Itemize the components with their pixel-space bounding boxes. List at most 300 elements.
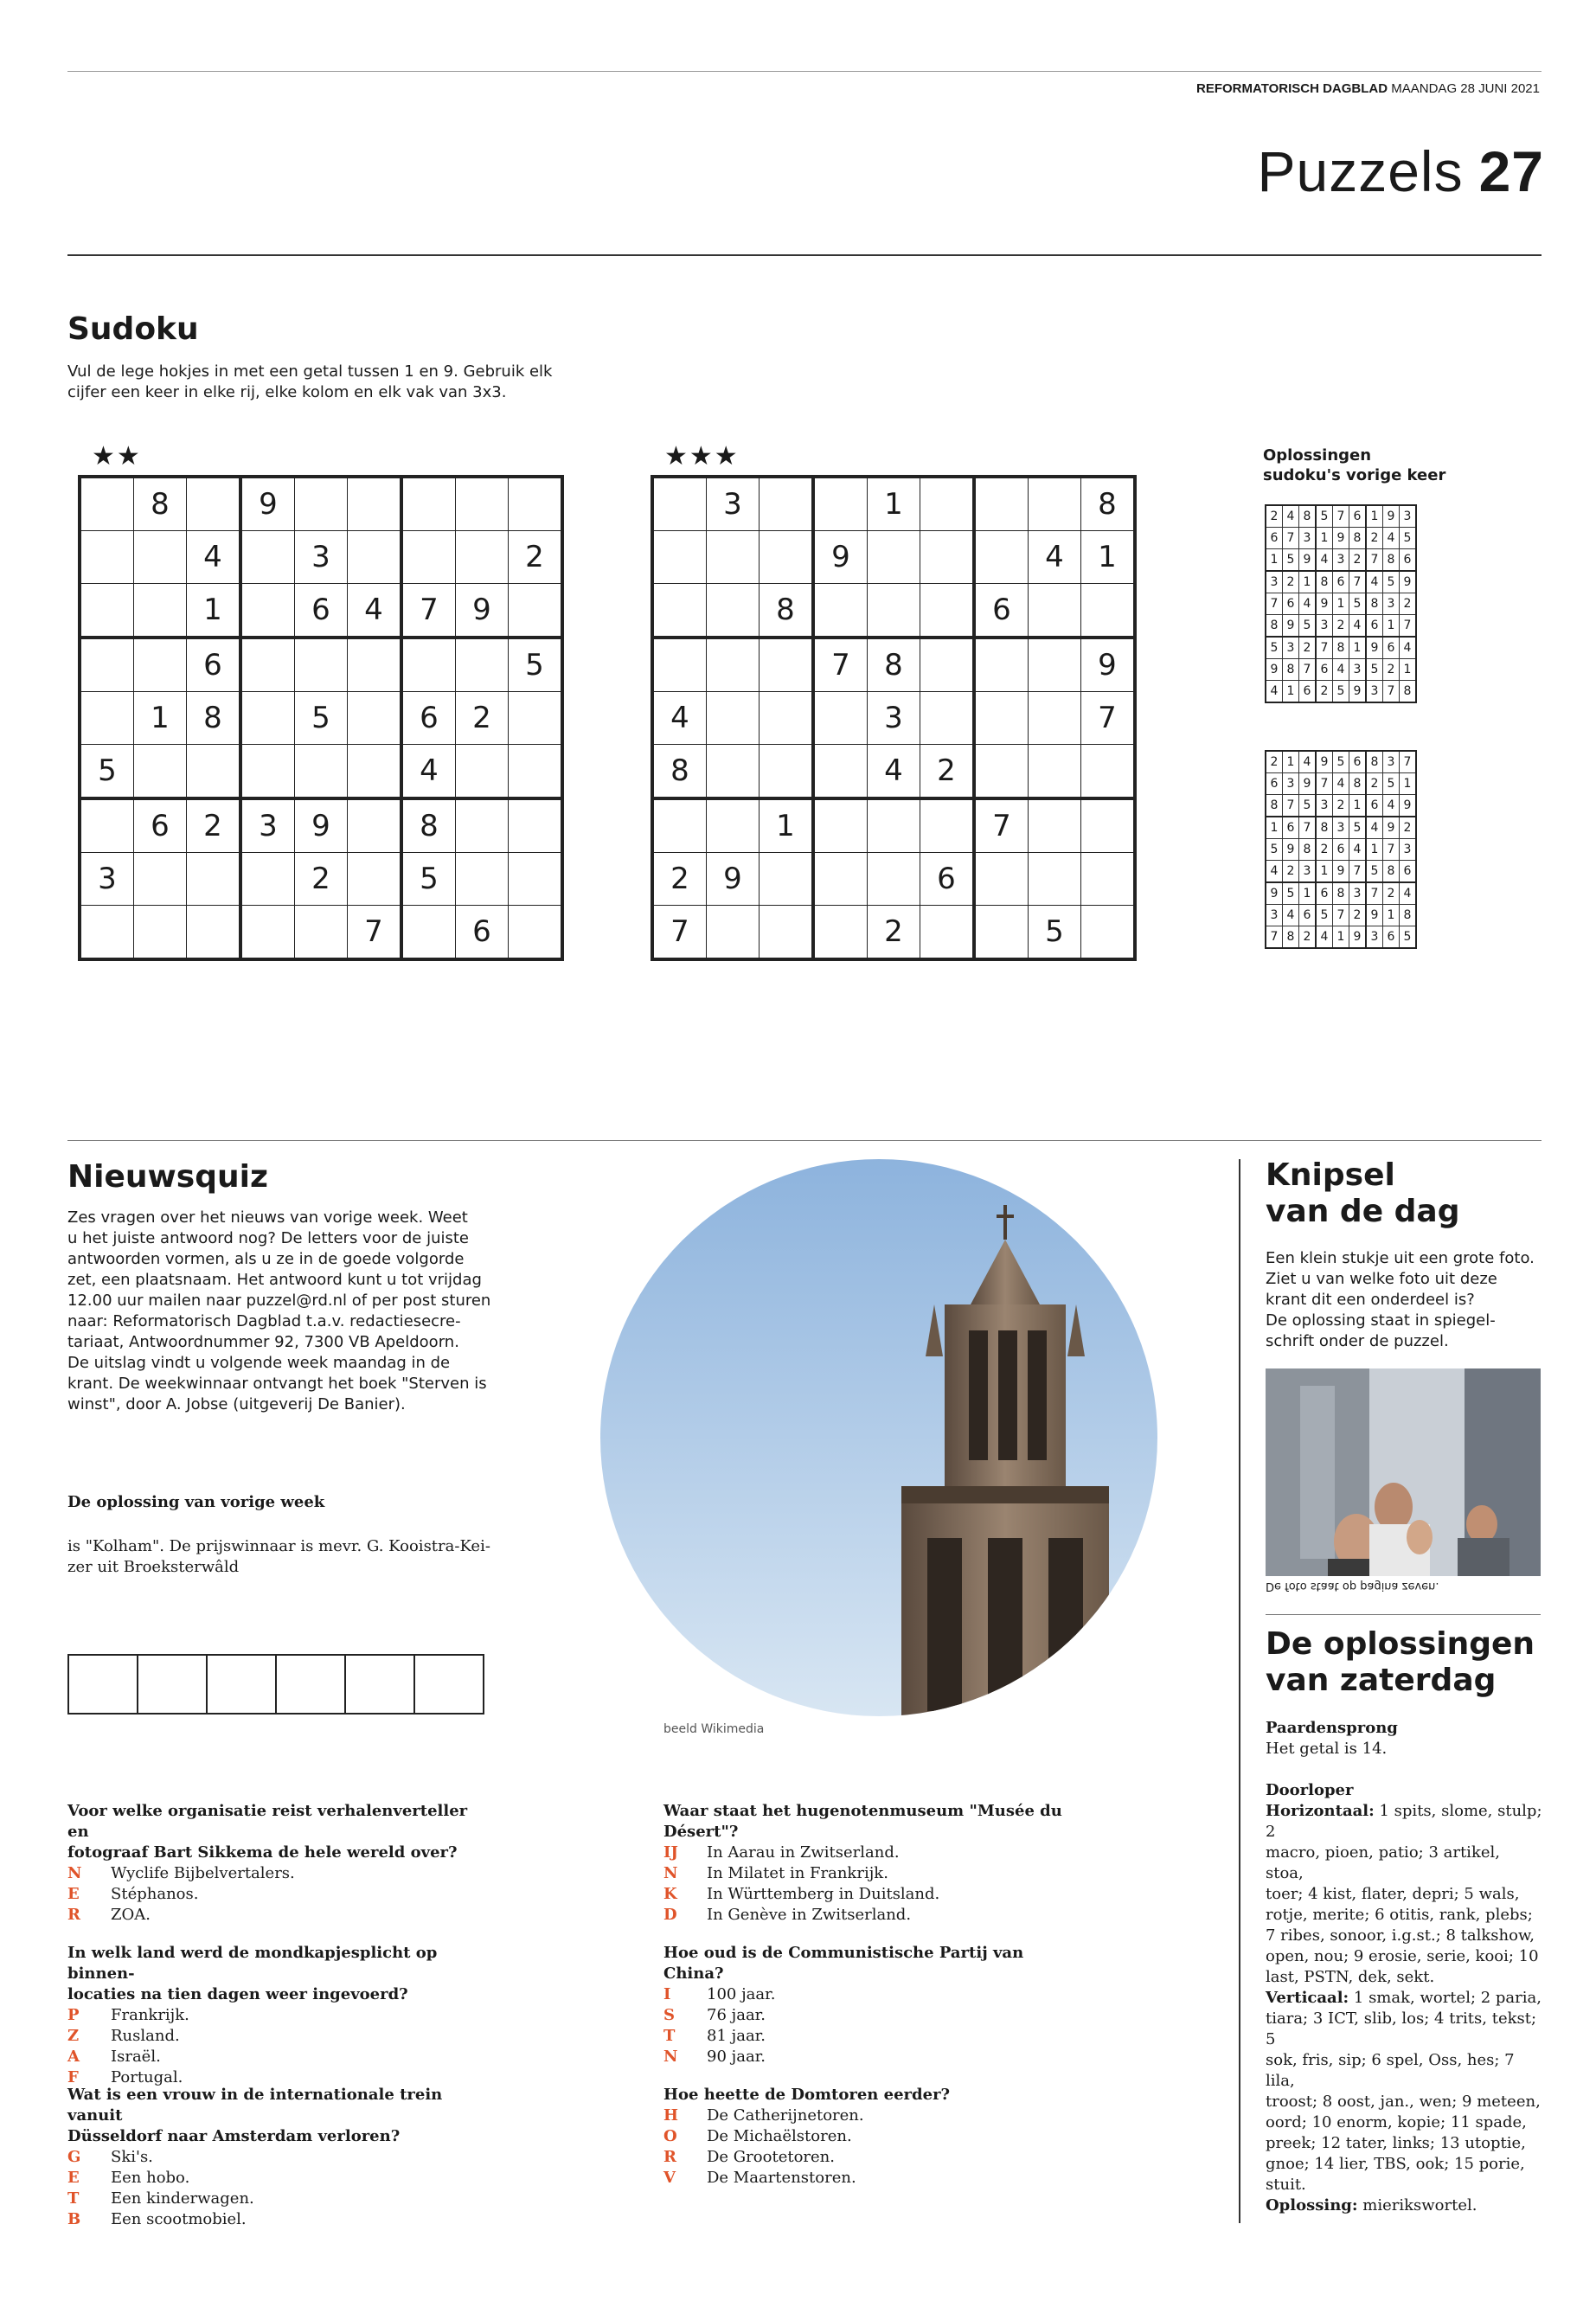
solution-cell: 3	[1349, 659, 1367, 681]
sudoku-cell: 5	[1029, 906, 1081, 960]
solution-cell: 1	[1266, 817, 1283, 839]
sudoku-cell[interactable]	[401, 906, 456, 960]
solution-cell: 6	[1299, 681, 1317, 703]
sudoku-cell[interactable]	[401, 477, 456, 531]
sudoku-cell[interactable]	[456, 745, 509, 799]
sudoku-cell[interactable]	[1029, 798, 1081, 853]
sudoku-cell[interactable]	[134, 531, 187, 584]
answer-box[interactable]	[415, 1656, 483, 1713]
solution-cell: 4	[1299, 593, 1317, 615]
answer-box[interactable]	[346, 1656, 415, 1713]
prev-solution-text	[67, 1536, 552, 1578]
sudoku-cell[interactable]	[1029, 477, 1081, 531]
sudoku-cell[interactable]	[348, 692, 402, 745]
sudoku-cell[interactable]	[401, 531, 456, 584]
sudoku-cell[interactable]	[1029, 745, 1081, 799]
sudoku-cell[interactable]	[760, 853, 814, 906]
sudoku-cell: 7	[813, 638, 868, 692]
solution-cell: 6	[1333, 571, 1349, 593]
sudoku-cell[interactable]	[134, 745, 187, 799]
solution-cell: 5	[1299, 615, 1317, 638]
option-text: 100 jaar.	[707, 1985, 776, 2003]
solution-cell: 5	[1283, 549, 1299, 572]
sudoku-cell[interactable]	[295, 906, 348, 960]
sudoku-cell[interactable]	[134, 584, 187, 638]
sudoku-cell[interactable]	[509, 584, 563, 638]
solution-cell: 3	[1400, 505, 1417, 528]
sudoku-cell[interactable]	[456, 477, 509, 531]
doorloper-text: sok, fris, sip; 6 spel, Oss, hes; 7 lila,	[1266, 2051, 1515, 2090]
option-text: De Maartenstoren.	[707, 2169, 856, 2187]
sudoku-cell[interactable]	[348, 638, 402, 692]
sudoku-cell[interactable]	[80, 477, 134, 531]
solution-cell: 7	[1299, 659, 1317, 681]
sudoku-cell[interactable]	[187, 477, 241, 531]
doorloper-line	[1266, 1946, 1542, 1967]
answer-option[interactable]	[67, 2189, 483, 2209]
sudoku-cell[interactable]	[760, 638, 814, 692]
sudoku-cell[interactable]	[134, 906, 187, 960]
answer-boxes[interactable]	[67, 1654, 484, 1715]
solution-cell: 9	[1400, 571, 1417, 593]
solution-cell: 3	[1383, 593, 1400, 615]
answer-option[interactable]	[663, 2168, 1079, 2189]
doorloper-line	[1266, 2112, 1542, 2133]
sudoku-cell[interactable]	[868, 584, 920, 638]
sudoku-cell[interactable]	[813, 906, 868, 960]
answer-option[interactable]	[663, 1884, 1079, 1905]
sudoku-cell: 5	[295, 692, 348, 745]
sudoku-cell[interactable]	[240, 638, 295, 692]
sudoku-cell[interactable]	[652, 798, 707, 853]
quiz-intro	[67, 1208, 552, 1415]
solution-cell: 7	[1383, 839, 1400, 861]
solution-cell: 7	[1316, 773, 1333, 795]
solution-cell: 4	[1333, 773, 1349, 795]
sudoku-cell[interactable]	[652, 477, 707, 531]
sudoku-cell[interactable]	[80, 798, 134, 853]
solution-cell: 7	[1366, 882, 1383, 905]
sudoku-cell[interactable]	[813, 692, 868, 745]
answer-option[interactable]	[663, 1905, 1079, 1926]
solution-cell: 4	[1299, 751, 1317, 773]
doorloper-label: Verticaal:	[1266, 1989, 1349, 2007]
sudoku-cell[interactable]	[974, 745, 1029, 799]
solution-cell: 8	[1299, 839, 1317, 861]
sudoku-cell[interactable]	[707, 638, 760, 692]
difficulty-stars-2: ★★★	[664, 441, 740, 471]
answer-option[interactable]	[663, 2147, 1079, 2168]
sudoku-cell[interactable]	[348, 798, 402, 853]
sudoku-cell[interactable]	[187, 745, 241, 799]
sudoku-cell: 9	[240, 477, 295, 531]
sudoku-cell[interactable]	[974, 638, 1029, 692]
solution-cell: 5	[1333, 681, 1349, 703]
sudoku-cell[interactable]	[920, 584, 975, 638]
solution-cell: 1	[1366, 839, 1383, 861]
solution-cell: 3	[1316, 615, 1333, 638]
doorloper-label: Horizontaal:	[1266, 1802, 1375, 1820]
question-text: Désert"?	[663, 1823, 739, 1841]
sudoku-cell[interactable]	[974, 477, 1029, 531]
sudoku-cell: 4	[348, 584, 402, 638]
option-letter: R	[663, 2148, 676, 2166]
doorloper-text: 7 ribes, sonoor, i.g.st.; 8 talkshow,	[1266, 1926, 1535, 1945]
sudoku-cell: 4	[187, 531, 241, 584]
sudoku-cell[interactable]	[652, 531, 707, 584]
solution-cell: 8	[1400, 905, 1417, 926]
solution-cell: 5	[1383, 773, 1400, 795]
sudoku-cell[interactable]	[920, 906, 975, 960]
solution-cell: 6	[1283, 593, 1299, 615]
sudoku-cell[interactable]	[652, 584, 707, 638]
sudoku-cell: 8	[868, 638, 920, 692]
solution-cell: 6	[1383, 926, 1400, 949]
verticaal-text	[1266, 1988, 1542, 2195]
answer-option[interactable]	[67, 2005, 483, 2026]
solution-cell: 8	[1400, 681, 1417, 703]
question-text: Voor welke organisatie reist verhalenverteller en	[67, 1802, 468, 1841]
solution-cell: 3	[1400, 839, 1417, 861]
solution-cell: 2	[1349, 549, 1367, 572]
solution-cell: 7	[1333, 505, 1349, 528]
sudoku-cell[interactable]	[974, 531, 1029, 584]
sudoku-cell[interactable]	[348, 531, 402, 584]
solution-cell: 9	[1383, 505, 1400, 528]
option-text: Frankrijk.	[111, 2006, 189, 2024]
horizontaal-text	[1266, 1801, 1542, 1988]
answer-option[interactable]	[663, 1984, 1079, 2005]
sudoku-cell: 7	[974, 798, 1029, 853]
solution-cell: 4	[1333, 659, 1349, 681]
solution-cell: 1	[1283, 681, 1299, 703]
sudoku-cell[interactable]	[974, 692, 1029, 745]
quiz-question	[663, 2085, 1079, 2189]
sudoku-cell: 1	[134, 692, 187, 745]
sudoku-cell[interactable]	[295, 745, 348, 799]
sudoku-cell[interactable]	[509, 745, 563, 799]
quiz-intro-line: naar: Reformatorisch Dagblad t.a.v. redactiesecre-	[67, 1312, 461, 1330]
solution-cell: 1	[1283, 751, 1299, 773]
solution-cell: 7	[1349, 571, 1367, 593]
sudoku-cell: 1	[187, 584, 241, 638]
option-letter: P	[67, 2006, 80, 2024]
column-divider	[1239, 1159, 1240, 2223]
answer-option[interactable]	[67, 2047, 483, 2067]
section-header	[1257, 138, 1544, 204]
sudoku-cell[interactable]	[760, 906, 814, 960]
answer-option[interactable]	[663, 2047, 1079, 2067]
quiz-intro-line: krant. De weekwinnaar ontvangt het boek "Sterven is	[67, 1375, 487, 1393]
sudoku-cell[interactable]	[1081, 906, 1136, 960]
sudoku-cell[interactable]	[348, 477, 402, 531]
quiz-intro-line: u het juiste antwoord nog? De letters voor de juiste	[67, 1229, 469, 1247]
sudoku-cell[interactable]	[80, 692, 134, 745]
solution-cell: 6	[1283, 817, 1299, 839]
right-rule	[1266, 1614, 1541, 1615]
doorloper-line	[1266, 1884, 1542, 1905]
solution-cell: 6	[1383, 637, 1400, 659]
sudoku-cell[interactable]	[813, 477, 868, 531]
knipsel-photo	[1266, 1368, 1541, 1576]
option-text: In Aarau in Zwitserland.	[707, 1843, 900, 1862]
sudoku-cell: 2	[187, 798, 241, 853]
answer-option[interactable]	[663, 1863, 1079, 1884]
answer-option[interactable]	[67, 2168, 483, 2189]
answer-option[interactable]	[663, 2005, 1079, 2026]
sudoku-cell[interactable]	[813, 853, 868, 906]
answer-option[interactable]	[663, 2026, 1079, 2047]
option-letter: O	[663, 2127, 677, 2145]
sudoku-cell: 8	[401, 798, 456, 853]
answer-option[interactable]	[663, 2106, 1079, 2126]
quiz-intro-line: antwoorden vormen, als u ze in de goede volgorde	[67, 1250, 465, 1268]
sudoku-cell[interactable]	[1081, 798, 1136, 853]
sudoku-cell[interactable]	[868, 853, 920, 906]
option-text: In Württemberg in Duitsland.	[707, 1885, 940, 1903]
sudoku-cell[interactable]	[456, 853, 509, 906]
solution-cell: 8	[1333, 882, 1349, 905]
solution-cell: 5	[1266, 839, 1283, 861]
solution-cell: 5	[1299, 795, 1317, 817]
sudoku-cell[interactable]	[652, 638, 707, 692]
sudoku-grid-1[interactable]	[78, 475, 564, 961]
sudoku-cell[interactable]	[509, 798, 563, 853]
solution-cell: 9	[1333, 528, 1349, 549]
sudoku-cell[interactable]	[1081, 853, 1136, 906]
sudoku-cell[interactable]	[920, 638, 975, 692]
answer-option[interactable]	[663, 1843, 1079, 1863]
sudoku-cell[interactable]	[80, 906, 134, 960]
solutions-title-line: Oplossingen	[1263, 446, 1372, 465]
sudoku-cell: 4	[1029, 531, 1081, 584]
option-text: Israël.	[111, 2048, 161, 2066]
solution-cell: 7	[1316, 637, 1333, 659]
sudoku-cell[interactable]	[1081, 584, 1136, 638]
solution-grid-2	[1265, 750, 1417, 949]
saturday-title-line: van zaterdag	[1266, 1663, 1497, 1698]
image-credit: beeld Wikimedia	[663, 1722, 765, 1736]
sudoku-cell[interactable]	[295, 477, 348, 531]
option-text: De Michaëlstoren.	[707, 2127, 852, 2145]
sudoku-cell: 1	[868, 477, 920, 531]
sudoku-cell: 9	[707, 853, 760, 906]
sudoku-cell: 7	[652, 906, 707, 960]
sudoku-cell[interactable]	[760, 531, 814, 584]
sudoku-cell[interactable]	[509, 692, 563, 745]
answer-box[interactable]	[69, 1656, 138, 1713]
sudoku-cell[interactable]	[240, 692, 295, 745]
sudoku-cell[interactable]	[760, 745, 814, 799]
solution-cell: 1	[1299, 882, 1317, 905]
answer-option[interactable]	[67, 2026, 483, 2047]
sudoku-cell[interactable]	[295, 638, 348, 692]
sudoku-cell[interactable]	[920, 531, 975, 584]
sudoku-cell[interactable]	[813, 745, 868, 799]
sudoku-cell[interactable]	[509, 477, 563, 531]
sudoku-cell[interactable]	[134, 853, 187, 906]
answer-option[interactable]	[663, 2126, 1079, 2147]
quiz-intro-line: zet, een plaatsnaam. Het antwoord kunt u tot vrijdag	[67, 1271, 482, 1289]
solution-cell: 8	[1283, 659, 1299, 681]
sudoku-cell[interactable]	[760, 692, 814, 745]
sudoku-cell: 2	[456, 692, 509, 745]
solution-cell: 2	[1299, 637, 1317, 659]
question-text: locaties na tien dagen weer ingevoerd?	[67, 1985, 408, 2003]
solution-cell: 3	[1266, 905, 1283, 926]
answer-option[interactable]	[67, 2147, 483, 2168]
oplossing-value: mierikswortel.	[1357, 2196, 1477, 2214]
sudoku-cell[interactable]	[509, 853, 563, 906]
solution-cell: 4	[1366, 817, 1383, 839]
sudoku-cell[interactable]	[1029, 584, 1081, 638]
answer-option[interactable]	[67, 1884, 483, 1905]
top-rule	[67, 71, 1542, 72]
saturday-title	[1266, 1626, 1535, 1699]
sudoku-cell[interactable]	[187, 853, 241, 906]
sudoku-cell[interactable]	[187, 906, 241, 960]
solution-cell: 2	[1349, 905, 1367, 926]
solution-cell: 9	[1266, 882, 1283, 905]
option-text: Een hobo.	[111, 2169, 190, 2187]
sudoku-cell[interactable]	[240, 584, 295, 638]
sudoku-cell[interactable]	[1029, 692, 1081, 745]
solution-cell: 2	[1383, 882, 1400, 905]
solution-cell: 5	[1316, 905, 1333, 926]
answer-box[interactable]	[138, 1656, 208, 1713]
sudoku-cell[interactable]	[240, 531, 295, 584]
option-letter: IJ	[663, 1843, 678, 1862]
sudoku-grid-2[interactable]	[651, 475, 1137, 961]
solution-cell: 5	[1349, 593, 1367, 615]
solution-cell: 6	[1266, 528, 1283, 549]
doorloper-text: toer; 4 kist, flater, depri; 5 wals,	[1266, 1885, 1520, 1903]
option-text: 81 jaar.	[707, 2027, 766, 2045]
sudoku-cell[interactable]	[707, 906, 760, 960]
answer-option[interactable]	[67, 2209, 483, 2230]
sudoku-cell[interactable]	[707, 692, 760, 745]
sudoku-cell: 5	[80, 745, 134, 799]
solution-cell: 4	[1266, 681, 1283, 703]
sudoku-cell[interactable]	[707, 798, 760, 853]
solution-cell: 1	[1333, 593, 1349, 615]
solution-cell: 9	[1349, 681, 1367, 703]
sudoku-cell: 4	[868, 745, 920, 799]
solution-cell: 6	[1266, 773, 1283, 795]
knipsel-text-line: Een klein stukje uit een grote foto.	[1266, 1249, 1535, 1267]
solution-cell: 6	[1400, 861, 1417, 883]
sudoku-cell[interactable]	[509, 906, 563, 960]
sudoku-cell[interactable]	[920, 692, 975, 745]
sudoku-cell: 8	[1081, 477, 1136, 531]
header-rule	[67, 254, 1542, 256]
sudoku-cell[interactable]	[456, 638, 509, 692]
solution-cell: 6	[1366, 615, 1383, 638]
sudoku-cell[interactable]	[80, 638, 134, 692]
issue-date: MAANDAG 28 JUNI 2021	[1391, 81, 1540, 96]
sudoku-cell[interactable]	[974, 853, 1029, 906]
solution-cell: 9	[1299, 549, 1317, 572]
knipsel-text-line: De oplossing staat in spiegel-	[1266, 1311, 1496, 1330]
solution-cell: 2	[1283, 571, 1299, 593]
sudoku-cell[interactable]	[707, 745, 760, 799]
option-letter: E	[67, 2169, 80, 2187]
sudoku-cell[interactable]	[456, 798, 509, 853]
doorloper-line	[1266, 2154, 1542, 2175]
doorloper-text: oord; 10 enorm, kopie; 11 spade,	[1266, 2113, 1527, 2131]
answer-option[interactable]	[67, 1863, 483, 1884]
sudoku-cell[interactable]	[401, 638, 456, 692]
option-letter: K	[663, 1885, 677, 1903]
knipsel-title	[1266, 1157, 1459, 1230]
solution-cell: 9	[1349, 926, 1367, 949]
sudoku-cell[interactable]	[348, 853, 402, 906]
option-letter: V	[663, 2169, 676, 2187]
answer-option[interactable]	[67, 1905, 483, 1926]
sudoku-cell[interactable]	[974, 906, 1029, 960]
sudoku-cell: 3	[868, 692, 920, 745]
option-letter: E	[67, 1885, 80, 1903]
sudoku-cell[interactable]	[1029, 853, 1081, 906]
solution-cell: 8	[1383, 549, 1400, 572]
solution-cell: 2	[1366, 773, 1383, 795]
sudoku-cell[interactable]	[456, 531, 509, 584]
sudoku-cell[interactable]	[920, 798, 975, 853]
solution-cell: 6	[1316, 882, 1333, 905]
sudoku-cell[interactable]	[80, 584, 134, 638]
sudoku-cell[interactable]	[868, 798, 920, 853]
doorloper-text: macro, pioen, patio; 3 artikel, stoa,	[1266, 1843, 1500, 1882]
quiz-question	[67, 2085, 483, 2230]
solution-cell: 3	[1283, 637, 1299, 659]
sudoku-cell[interactable]	[813, 584, 868, 638]
solution-cell: 1	[1349, 637, 1367, 659]
sudoku-cell[interactable]	[707, 584, 760, 638]
answer-box[interactable]	[208, 1656, 277, 1713]
sudoku-intro	[67, 362, 586, 403]
sudoku-cell[interactable]	[760, 477, 814, 531]
solution-cell: 5	[1366, 861, 1383, 883]
solution-cell: 5	[1349, 817, 1367, 839]
solution-cell: 6	[1333, 839, 1349, 861]
sudoku-cell[interactable]	[920, 477, 975, 531]
solution-cell: 3	[1366, 926, 1383, 949]
sudoku-cell[interactable]	[80, 531, 134, 584]
saturday-solutions	[1266, 1718, 1542, 2216]
masthead-line	[1196, 81, 1540, 96]
sudoku-cell[interactable]	[348, 745, 402, 799]
sudoku-cell[interactable]	[134, 638, 187, 692]
solution-cell: 6	[1349, 751, 1367, 773]
sudoku-cell[interactable]	[707, 531, 760, 584]
sudoku-cell[interactable]	[240, 745, 295, 799]
sudoku-cell: 8	[134, 477, 187, 531]
sudoku-cell[interactable]	[1081, 745, 1136, 799]
sudoku-cell[interactable]	[240, 906, 295, 960]
solutions-title-line: sudoku's vorige keer	[1263, 466, 1446, 484]
answer-box[interactable]	[277, 1656, 346, 1713]
doorloper-line	[1266, 1801, 1542, 1843]
option-letter: F	[67, 2068, 79, 2086]
sudoku-cell[interactable]	[868, 531, 920, 584]
prev-solution-line: zer uit Broeksterwâld	[67, 1558, 240, 1576]
solutions-title	[1263, 445, 1445, 485]
sudoku-cell[interactable]	[240, 853, 295, 906]
solution-cell: 9	[1299, 773, 1317, 795]
sudoku-cell[interactable]	[1029, 638, 1081, 692]
sudoku-cell[interactable]	[813, 798, 868, 853]
option-text: 76 jaar.	[707, 2006, 766, 2024]
